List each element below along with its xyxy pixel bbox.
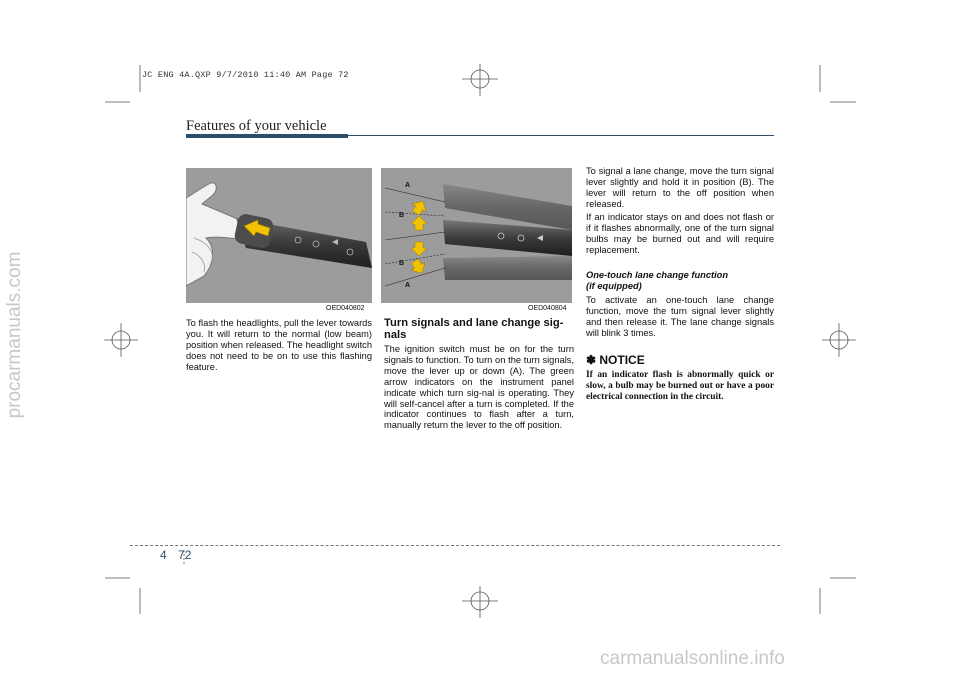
turn-signals-paragraph: The ignition switch must be on for the turn signals to function. To turn on the turn signals, move the lever up or down (A). The green arrow indicators on the instrument panel indicate which turn sig-nal is operating. They will self-cancel after a turn is completed. If the indicator continues to flash after a turn, manually return the lever to the off position. [384,344,574,431]
notice-title: ✽ NOTICE [586,353,645,367]
notice-text: If an indicator flash is abnormally quick or slow, a bulb may be burned out or have a poor electrical connection in the circuit. [586,370,774,403]
lane-change-paragraph: To signal a lane change, move the turn signal lever slightly and hold it in position (B). The lever will return to the off position when released. [586,166,774,209]
hand-lever-illustration [186,168,372,303]
label-a-top: A [405,182,411,189]
section-title: Features of your vehicle [186,118,327,134]
label-b-top: B [399,212,405,219]
header-rule-accent [186,134,348,138]
figure-code-left: OED040802 [326,305,365,312]
print-slug: JC ENG 4A.QXP 9/7/2010 11:40 AM Page 72 [142,70,349,80]
turn-signals-heading: Turn signals and lane change sig-nals [384,317,564,341]
label-b-bottom: B [399,260,405,267]
one-touch-subheading [586,270,774,292]
label-a-bottom: A [405,282,411,289]
footer-rule [130,545,780,546]
page-number-value: 72 [178,548,192,562]
one-touch-subheading-line1: One-touch lane change function [586,270,729,280]
one-touch-paragraph: To activate an one-touch lane change function, move the turn signal lever slightly and then release it. The lane change signals will blink 3 times. [586,295,774,338]
one-touch-subheading-line2: (if equipped) [586,280,642,291]
watermark-left [2,170,28,500]
page-number [160,548,191,562]
indicator-paragraph: If an indicator stays on and does not flash or if it flashes abnormally, one of the turn signal bulbs may be burned out and will require replacement. [586,212,774,255]
headlight-flash-paragraph: To flash the headlights, pull the lever towards you. It will return to the normal (low beam) position when released. The headlight switch does not need to be on to use this flashing feature. [186,318,372,372]
chapter-number: 4 [160,548,167,562]
figure-code-right: OED040804 [528,305,567,312]
watermark-bottom: carmanualsonline.info [600,648,785,669]
watermark-left-text: procarmanuals.com [4,251,25,419]
figure-turn-signal-positions [381,168,572,303]
figure-headlight-flash [186,168,372,303]
